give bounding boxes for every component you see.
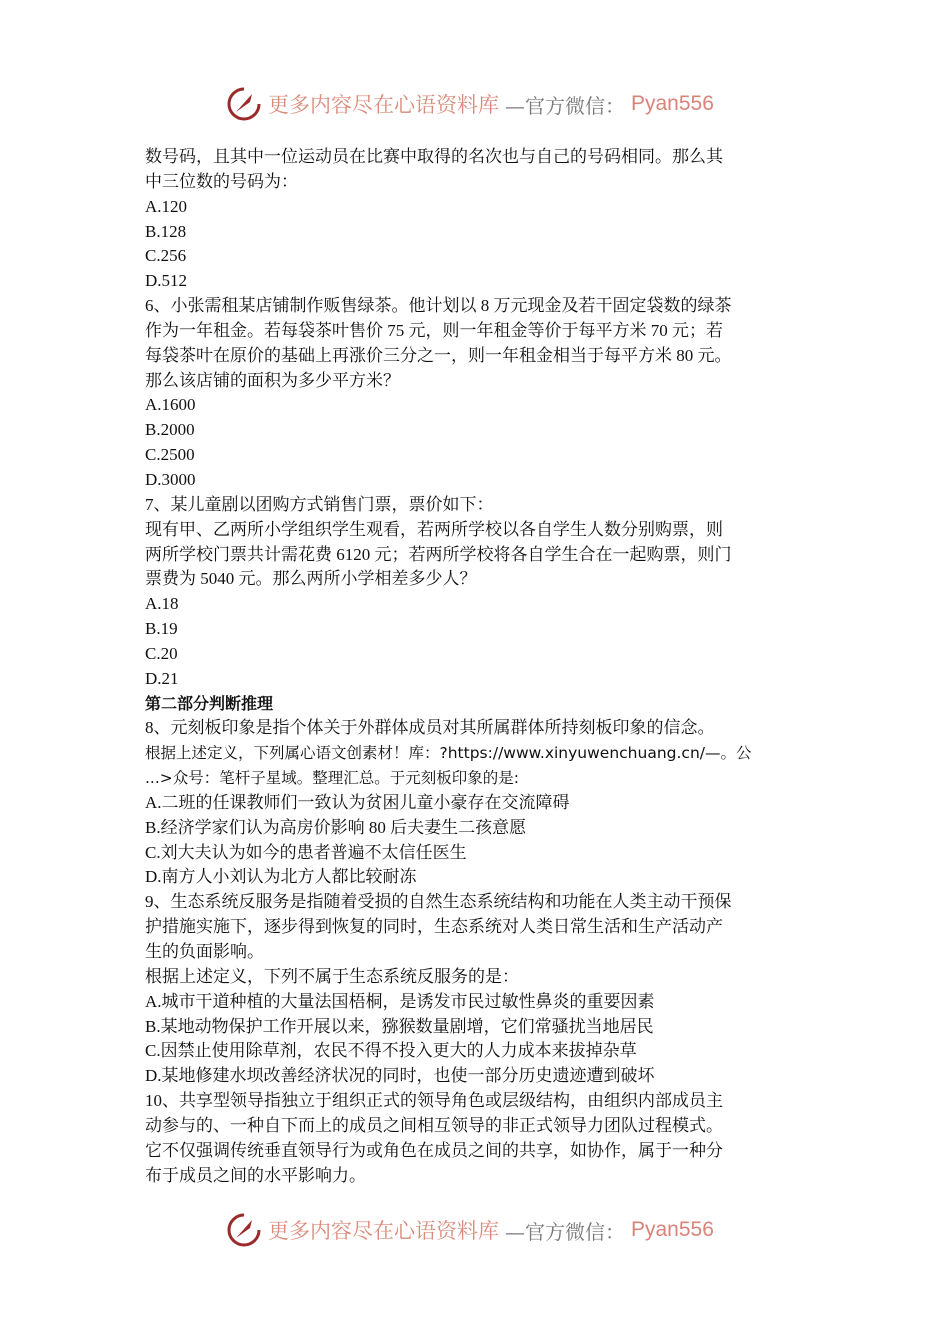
document-body [145, 145, 815, 1188]
banner-main-text: 更多内容尽在心语资料库 [268, 93, 499, 117]
section-heading: 第二部分判断推理 [145, 693, 274, 713]
text-line: D.3000 [145, 469, 196, 489]
text-line: C.刘大夫认为如今的患者普遍不太信任医生 [145, 842, 467, 862]
text-line: A.120 [145, 196, 188, 216]
text-line: 7、某儿童剧以团购方式销售门票，票价如下： [145, 494, 494, 514]
text-line: 根据上述定义，下列属心语文创素材！库：?https://www.xinyuwenchuang.cn/—。公 [145, 744, 752, 763]
text-line: 中三位数的号码为： [145, 171, 298, 191]
text-line: 作为一年租金。若每袋茶叶售价 75 元，则一年租金等价于每平方米 70 元；若 [145, 320, 723, 340]
text-line: 两所学校门票共计需花费 6120 元；若两所学校将各自学生合在一起购票，则门 [145, 544, 732, 564]
text-line: 9、生态系统反服务是指随着受损的自然生态系统结构和功能在人类主动干预保 [145, 892, 732, 912]
text-line: D.某地修建水坝改善经济状况的同时，也使一部分历史遗迹遭到破坏 [145, 1066, 655, 1086]
banner-wechat-id: Pyan556 [631, 1218, 714, 1241]
text-line: A.二班的任课教师们一致认为贫困儿童小豪存在交流障碍 [145, 792, 570, 812]
text-line: 票费为 5040 元。那么两所小学相差多少人？ [145, 569, 477, 589]
text-line: 护措施实施下，逐步得到恢复的同时，生态系统对人类日常生活和生产活动产 [145, 917, 723, 937]
text-line: A.18 [145, 594, 179, 614]
text-line: 8、元刻板印象是指个体关于外群体成员对其所属群体所持刻板印象的信念。 [145, 718, 715, 738]
text-line: B.经济学家们认为高房价影响 80 后夫妻生二孩意愿 [145, 817, 527, 837]
banner-wechat-label: —官方微信： [505, 93, 625, 118]
text-line: B.19 [145, 619, 178, 639]
footer-banner [226, 1210, 714, 1250]
banner-main-text: 更多内容尽在心语资料库 [268, 1219, 499, 1243]
header-banner [226, 84, 714, 124]
text-line: A.城市干道种植的大量法国梧桐，是诱发市民过敏性鼻炎的重要因素 [145, 991, 655, 1011]
text-line: 10、共享型领导指独立于组织正式的领导角色或层级结构，由组织内部成员主 [145, 1091, 723, 1111]
text-line: D.21 [145, 668, 179, 688]
text-line: 每袋茶叶在原价的基础上再涨价三分之一，则一年租金相当于每平方米 80 元。 [145, 345, 732, 365]
text-line: A.1600 [145, 395, 196, 415]
text-line: 数号码，且其中一位运动员在比赛中取得的名次也与自己的号码相同。那么其 [145, 147, 723, 166]
text-line: 6、小张需租某店铺制作贩售绿茶。他计划以 8 万元现金及若干固定袋数的绿茶 [145, 296, 732, 316]
text-line: D.512 [145, 271, 188, 291]
text-line: B.128 [145, 221, 187, 241]
banner-wechat-label: —官方微信： [505, 1219, 625, 1244]
text-line: B.2000 [145, 420, 195, 440]
banner-wechat-id: Pyan556 [631, 92, 714, 115]
text-line: 它不仅强调传统垂直领导行为或角色在成员之间的共享，如协作，属于一种分 [145, 1140, 723, 1160]
text-line: B.某地动物保护工作开展以来，猕猴数量剧增，它们常骚扰当地居民 [145, 1016, 654, 1036]
quill-logo-icon [226, 1212, 262, 1248]
text-line: 生的负面影响。 [145, 942, 264, 961]
text-line: C.256 [145, 246, 187, 266]
text-line: 动参与的、一种自下而上的成员之间相互领导的非正式领导力团队过程模式。 [145, 1115, 723, 1135]
text-line: ...>众号：笔杆子星域。整理汇总。于元刻板印象的是: [145, 769, 519, 788]
text-line: 那么该店铺的面积为多少平方米？ [145, 370, 400, 390]
text-line: 根据上述定义，下列不属于生态系统反服务的是： [145, 966, 519, 986]
text-line: C.因禁止使用除草剂，农民不得不投入更大的人力成本来拔掉杂草 [145, 1041, 637, 1061]
text-line: D.南方人小刘认为北方人都比较耐冻 [145, 867, 417, 887]
text-line: C.2500 [145, 445, 195, 465]
text-line: 现有甲、乙两所小学组织学生观看，若两所学校以各自学生人数分别购票，则 [145, 519, 723, 539]
text-line: 布于成员之间的水平影响力。 [145, 1165, 366, 1185]
text-line: C.20 [145, 643, 178, 663]
quill-logo-icon [226, 86, 262, 122]
